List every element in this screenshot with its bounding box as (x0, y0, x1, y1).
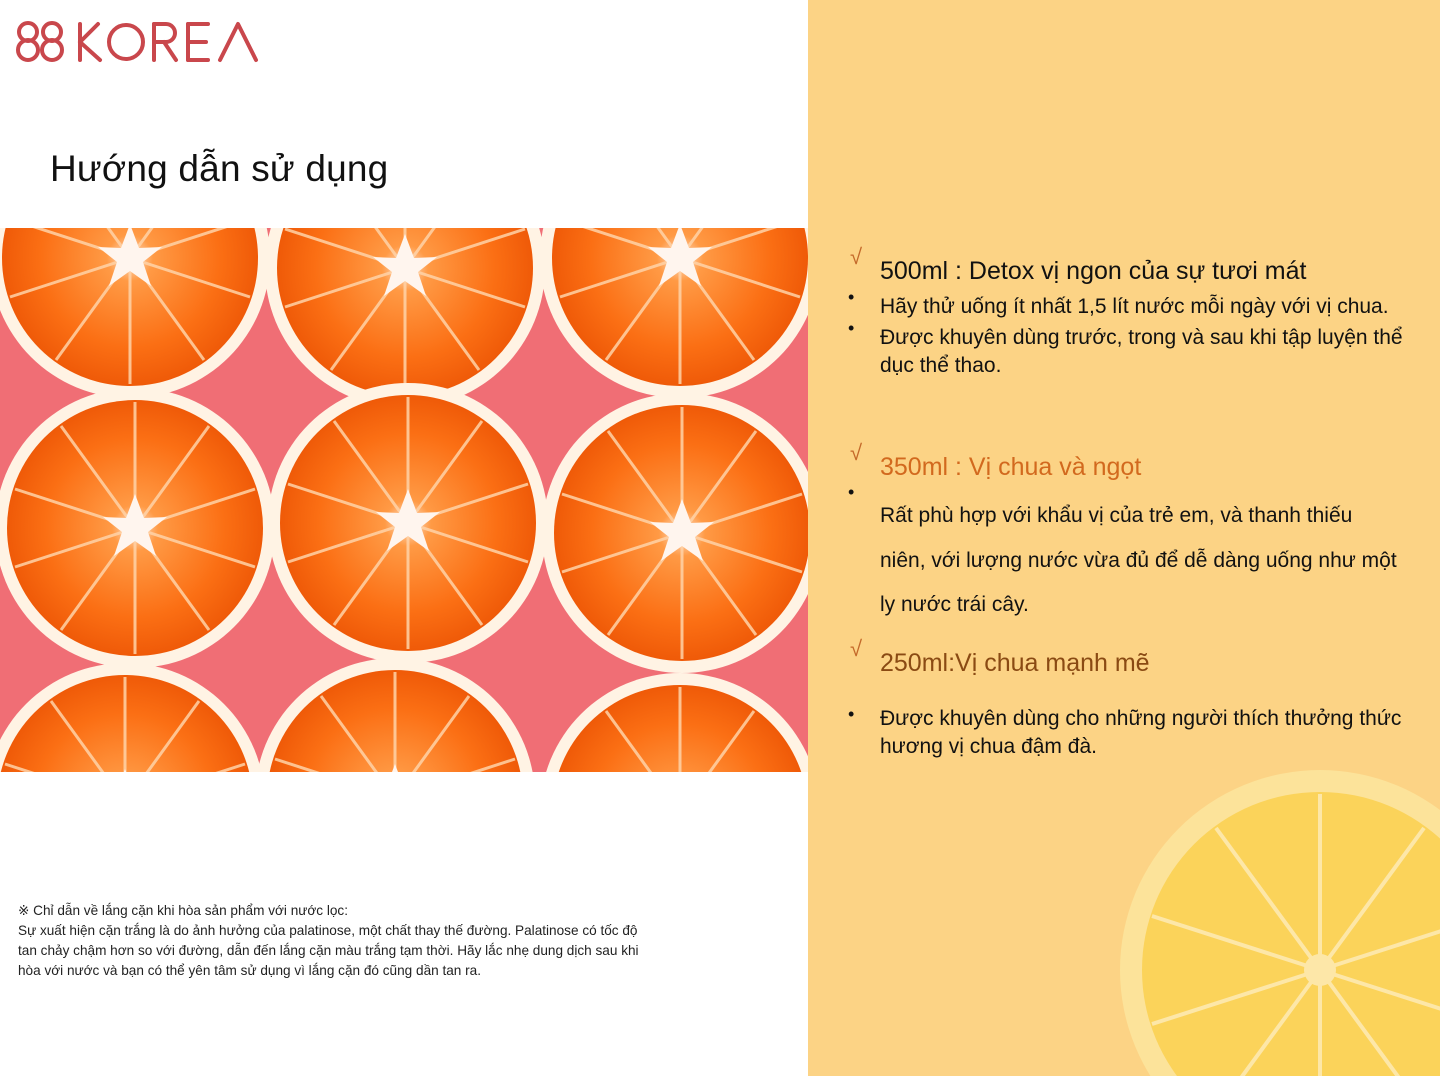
bullet-text: Được khuyên dùng cho những người thích thưởng thức (880, 707, 1402, 730)
note-title: ※ Chỉ dẫn về lắng cặn khi hòa sản phẩm với nước lọc: (18, 903, 349, 918)
note-line: Sự xuất hiện cặn trắng là do ảnh hưởng của palatinose, một chất thay thế đường. Palatinose có tốc độ (18, 923, 638, 938)
check-icon: √ (850, 636, 863, 661)
bullet-text: Hãy thử uống ít nhất 1,5 lít nước mỗi ngày với vị chua. (880, 295, 1389, 318)
mandarin-photo (0, 228, 808, 772)
check-icon: √ (850, 244, 863, 269)
page-title: Hướng dẫn sử dụng (50, 148, 389, 189)
note-line: tan chảy chậm hơn so với đường, dẫn đến lắng cặn màu trắng tạm thời. Hãy lắc nhẹ dung dịch sau khi (18, 943, 639, 958)
section-heading-text: 500ml : Detox vị ngon của sự tươi mát (880, 257, 1307, 285)
section-heading (850, 244, 1307, 286)
bullet-text: hương vị chua đậm đà. (880, 735, 1097, 758)
brand-logo-mark (14, 20, 264, 64)
bullet-icon: • (848, 318, 855, 338)
bullet-text: dục thể thao. (880, 354, 1002, 377)
bullet-text: ly nước trái cây. (880, 593, 1029, 616)
section-heading (850, 440, 1142, 482)
note-line: hòa với nước và bạn có thể yên tâm sử dụng vì lắng cặn đó cũng dần tan ra. (18, 963, 482, 978)
bullet-text: Được khuyên dùng trước, trong và sau khi tập luyện thể (880, 326, 1403, 349)
brand-logo (14, 20, 264, 64)
check-icon: √ (850, 440, 863, 465)
bullet-icon: • (848, 704, 855, 724)
bullet-icon: • (848, 482, 855, 502)
section-heading-text: 350ml : Vị chua và ngọt (880, 453, 1142, 481)
usage-panel (808, 0, 1440, 1076)
hero-image (0, 228, 808, 772)
section-heading (850, 636, 1150, 678)
section-heading-text: 250ml:Vị chua mạnh mẽ (880, 649, 1150, 677)
sediment-note (18, 901, 678, 981)
bullet-text: Rất phù hợp với khẩu vị của trẻ em, và thanh thiếu (880, 504, 1353, 527)
lemon-slice-decoration (1110, 760, 1440, 1076)
bullet-text: niên, với lượng nước vừa đủ để dễ dàng uống như một (880, 549, 1397, 572)
bullet-icon: • (848, 287, 855, 307)
